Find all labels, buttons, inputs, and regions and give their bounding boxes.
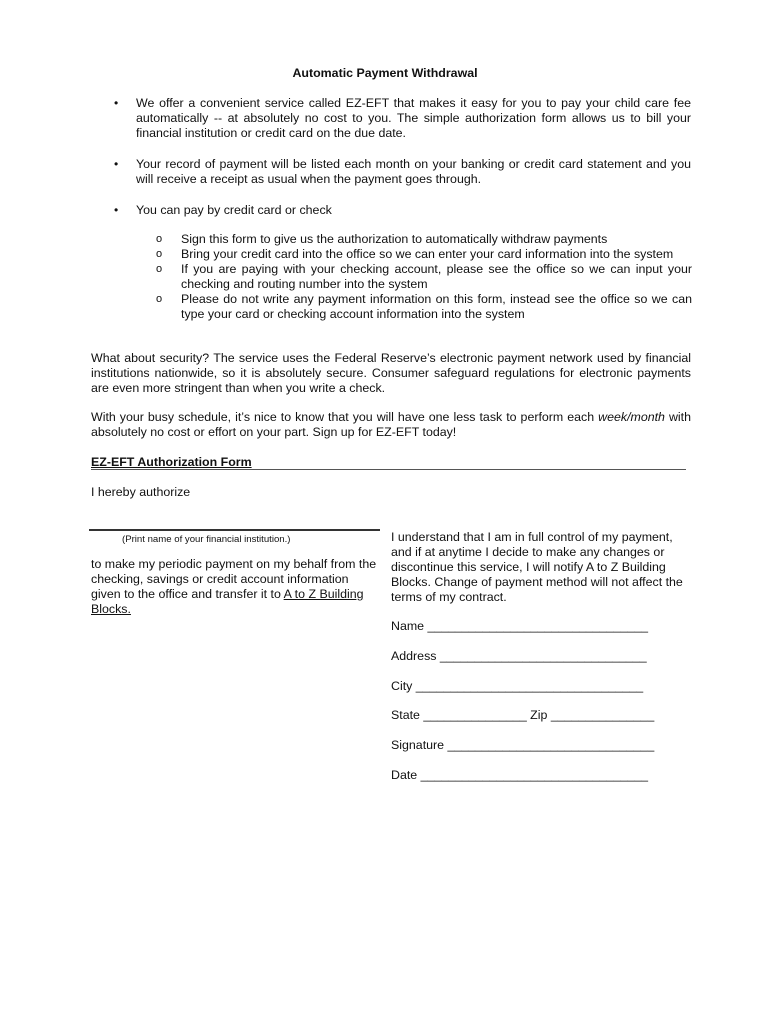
sub-bullet-item [156,232,692,247]
transfer-text: to make my periodic payment on my behalf from the checking, savings or credit account information given to the office and transfer it to [91,557,377,601]
page-title: Automatic Payment Withdrawal [292,66,478,80]
sub-bullet-text: Bring your credit card into the office so we can enter your card information into the system [181,247,674,261]
sub-bullet-marker: o [156,233,163,245]
bullet-marker: • [114,96,119,110]
busy-text-end: with absolutely no cost or effort on your part. Sign up for EZ-EFT today! [91,410,691,439]
sub-bullet-item [156,262,692,292]
address-field[interactable]: Address ______________________________ [391,649,647,663]
bullet-marker: • [114,203,119,217]
sub-bullet-list [156,232,692,322]
form-heading: EZ-EFT Authorization Form [91,455,252,469]
state-zip-field[interactable]: State _______________ Zip _______________ [391,708,655,722]
bullet-marker: • [114,157,119,171]
busy-schedule-paragraph [91,410,691,440]
business-name: A to Z Building Blocks. [91,587,364,616]
bullet-item-record [91,157,691,187]
authorize-text: I hereby authorize [91,485,191,499]
sub-bullet-marker: o [156,263,163,275]
name-field[interactable]: Name ________________________________ [391,619,649,633]
bullet-text: You can pay by credit card or check [136,203,332,217]
sub-bullet-marker: o [156,248,163,260]
sub-bullet-item [156,292,692,322]
control-paragraph: I understand that I am in full control of my payment, and if at anytime I decide to make any changes or discontinue this service, I will notify A to Z Building Blocks. Change of payment method will not affect the terms of my contract. [391,530,683,604]
busy-text-start: With your busy schedule, it’s nice to know that you will have one less task to perform each [91,410,599,424]
sub-bullet-marker: o [156,293,163,305]
institution-name-line[interactable] [89,529,380,531]
institution-caption: (Print name of your financial institution.) [122,534,291,545]
sub-bullet-text: Sign this form to give us the authorization to automatically withdraw payments [181,232,608,246]
security-paragraph: What about security? The service uses the Federal Reserve’s electronic payment network used by financial institutions nationwide, so it is absolutely secure. Consumer safeguard regulations for electronic payments are even more stringent than when you write a check. [91,351,691,395]
city-field[interactable]: City _________________________________ [391,679,644,693]
transfer-paragraph [91,557,377,617]
sub-bullet-text: Please do not write any payment information on this form, instead see the office so we can type your card or checking account information into the system [181,292,692,321]
bullet-list [91,96,691,234]
date-field[interactable]: Date _________________________________ [391,768,649,782]
sub-bullet-text: If you are paying with your checking account, please see the office so we can input your checking and routing number into the system [181,262,692,291]
busy-text-emphasis: week/month [598,410,665,424]
signature-field[interactable]: Signature ______________________________ [391,738,655,752]
bullet-text: We offer a convenient service called EZ-EFT that makes it easy for you to pay your child care fee automatically -- at absolutely no cost to you. The simple authorization form allows us to bill your financial institution or credit card on the due date. [136,96,691,140]
bullet-item-service [91,96,691,141]
sub-bullet-item [156,247,692,262]
section-divider [91,469,686,470]
bullet-text: Your record of payment will be listed each month on your banking or credit card statement and you will receive a receipt as usual when the payment goes through. [136,157,691,186]
bullet-item-pay-methods [91,203,691,218]
